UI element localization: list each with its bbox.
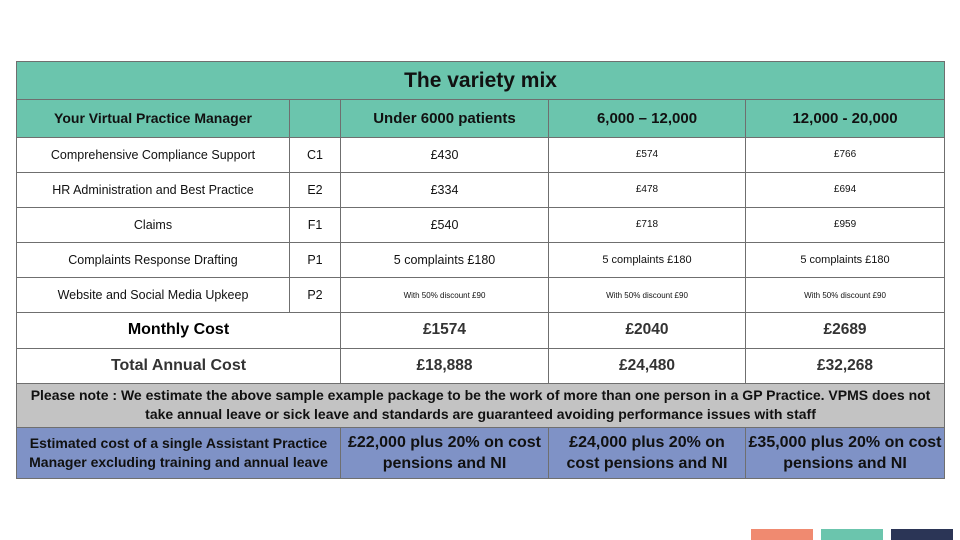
- price-6000-12000: £718: [549, 207, 746, 242]
- decor-bar-navy: [891, 529, 953, 540]
- annual-cost-row: [17, 348, 945, 383]
- annual-6000-12000: £24,480: [549, 348, 746, 383]
- note-row: [17, 383, 945, 427]
- table-title: The variety mix: [17, 62, 945, 100]
- price-12000-20000: 5 complaints £180: [746, 243, 945, 278]
- annual-under-6000: £18,888: [341, 348, 549, 383]
- table-row: [17, 172, 945, 207]
- service-name: HR Administration and Best Practice: [17, 172, 290, 207]
- annual-cost-label: Total Annual Cost: [17, 348, 341, 383]
- service-name: Comprehensive Compliance Support: [17, 137, 290, 172]
- estimate-12000-20000: £35,000 plus 20% on cost pensions and NI: [746, 428, 945, 479]
- service-code: E2: [290, 172, 341, 207]
- price-6000-12000: £478: [549, 172, 746, 207]
- price-12000-20000: With 50% discount £90: [746, 278, 945, 313]
- service-code: P2: [290, 278, 341, 313]
- service-name: Website and Social Media Upkeep: [17, 278, 290, 313]
- price-under-6000: 5 complaints £180: [341, 243, 549, 278]
- estimate-6000-12000: £24,000 plus 20% on cost pensions and NI: [549, 428, 746, 479]
- price-under-6000: £334: [341, 172, 549, 207]
- header-service: Your Virtual Practice Manager: [17, 100, 290, 137]
- table-row: [17, 137, 945, 172]
- estimate-under-6000: £22,000 plus 20% on cost pensions and NI: [341, 428, 549, 479]
- monthly-6000-12000: £2040: [549, 313, 746, 348]
- table-row: [17, 243, 945, 278]
- price-under-6000: £540: [341, 207, 549, 242]
- price-under-6000: With 50% discount £90: [341, 278, 549, 313]
- monthly-cost-row: [17, 313, 945, 348]
- price-under-6000: £430: [341, 137, 549, 172]
- header-6000-12000: 6,000 – 12,000: [549, 100, 746, 137]
- note-text: Please note : We estimate the above sample example package to be the work of more than one person in a GP Practice. VPMS does not take annual leave or sick leave and standards are guaranteed avoiding performance issues with staff: [17, 383, 945, 427]
- monthly-12000-20000: £2689: [746, 313, 945, 348]
- price-12000-20000: £766: [746, 137, 945, 172]
- monthly-under-6000: £1574: [341, 313, 549, 348]
- decor-bar-teal: [821, 529, 883, 540]
- header-under-6000: Under 6000 patients: [341, 100, 549, 137]
- header-row: [17, 100, 945, 137]
- service-code: C1: [290, 137, 341, 172]
- price-12000-20000: £959: [746, 207, 945, 242]
- annual-12000-20000: £32,268: [746, 348, 945, 383]
- price-6000-12000: 5 complaints £180: [549, 243, 746, 278]
- variety-mix-table: [16, 61, 945, 479]
- header-12000-20000: 12,000 - 20,000: [746, 100, 945, 137]
- service-code: P1: [290, 243, 341, 278]
- service-name: Complaints Response Drafting: [17, 243, 290, 278]
- service-code: F1: [290, 207, 341, 242]
- header-code: [290, 100, 341, 137]
- service-name: Claims: [17, 207, 290, 242]
- decor-bar-salmon: [751, 529, 813, 540]
- estimate-row: [17, 428, 945, 479]
- price-6000-12000: £574: [549, 137, 746, 172]
- monthly-cost-label: Monthly Cost: [17, 313, 341, 348]
- estimate-label: Estimated cost of a single Assistant Practice Manager excluding training and annual leave: [17, 428, 341, 479]
- price-6000-12000: With 50% discount £90: [549, 278, 746, 313]
- table-row: [17, 207, 945, 242]
- table-row: [17, 278, 945, 313]
- price-12000-20000: £694: [746, 172, 945, 207]
